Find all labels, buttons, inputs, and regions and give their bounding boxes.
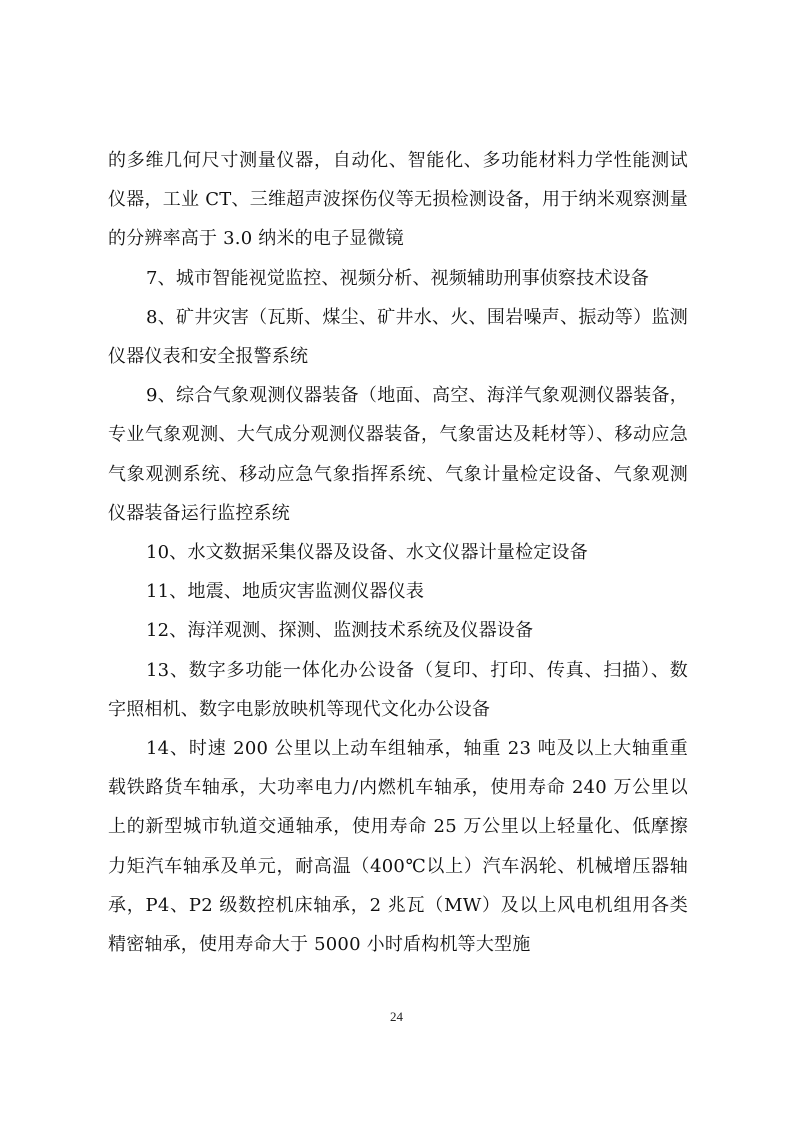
paragraph-item-9: 9、综合气象观测仪器装备（地面、高空、海洋气象观测仪器装备，专业气象观测、大气成分观测仪器装备，气象雷达及耗材等）、移动应急气象观测系统、移动应急气象指挥系统、气象计量检定设备、气象观测仪器装备运行监控系统: [108, 385, 688, 524]
paragraph-item-10: 10、水文数据采集仪器及设备、水文仪器计量检定设备: [146, 542, 588, 564]
paragraph-continuation: 的多维几何尺寸测量仪器，自动化、智能化、多功能材料力学性能测试仪器，工业 CT、三维超声波探伤仪等无损检测设备，用于纳米观察测量的分辨率高于 3.0 纳米的电子显微镜: [108, 150, 688, 250]
paragraph-item-11: 11、地震、地质灾害监测仪器仪表: [146, 581, 425, 603]
paragraph-item-13: 13、数字多功能一体化办公设备（复印、打印、传真、扫描）、数字照相机、数字电影放映机等现代文化办公设备: [108, 659, 688, 720]
page-number: 24: [390, 1009, 403, 1024]
paragraph-item-7: 7、城市智能视觉监控、视频分析、视频辅助刑事侦察技术设备: [146, 267, 650, 289]
paragraph-item-14: 14、时速 200 公里以上动车组轴承，轴重 23 吨及以上大轴重重载铁路货车轴承，大功率电力/内燃机车轴承，使用寿命 240 万公里以上的新型城市轨道交通轴承，使用寿命 25 万公里以上轻量化、低摩擦力矩汽车轴承及单元，耐高温（400℃以上）汽车涡轮、机械增压器轴承，P4、P2 级数控机床轴承，2 兆瓦（MW）及以上风电机组用各类精密轴承，使用寿命大于 5000 小时盾构机等大型施: [108, 738, 688, 956]
paragraph-item-12: 12、海洋观测、探测、监测技术系统及仪器设备: [146, 620, 534, 642]
paragraph-item-8: 8、矿井灾害（瓦斯、煤尘、矿井水、火、围岩噪声、振动等）监测仪器仪表和安全报警系统: [108, 306, 688, 368]
document-body: [108, 141, 688, 964]
